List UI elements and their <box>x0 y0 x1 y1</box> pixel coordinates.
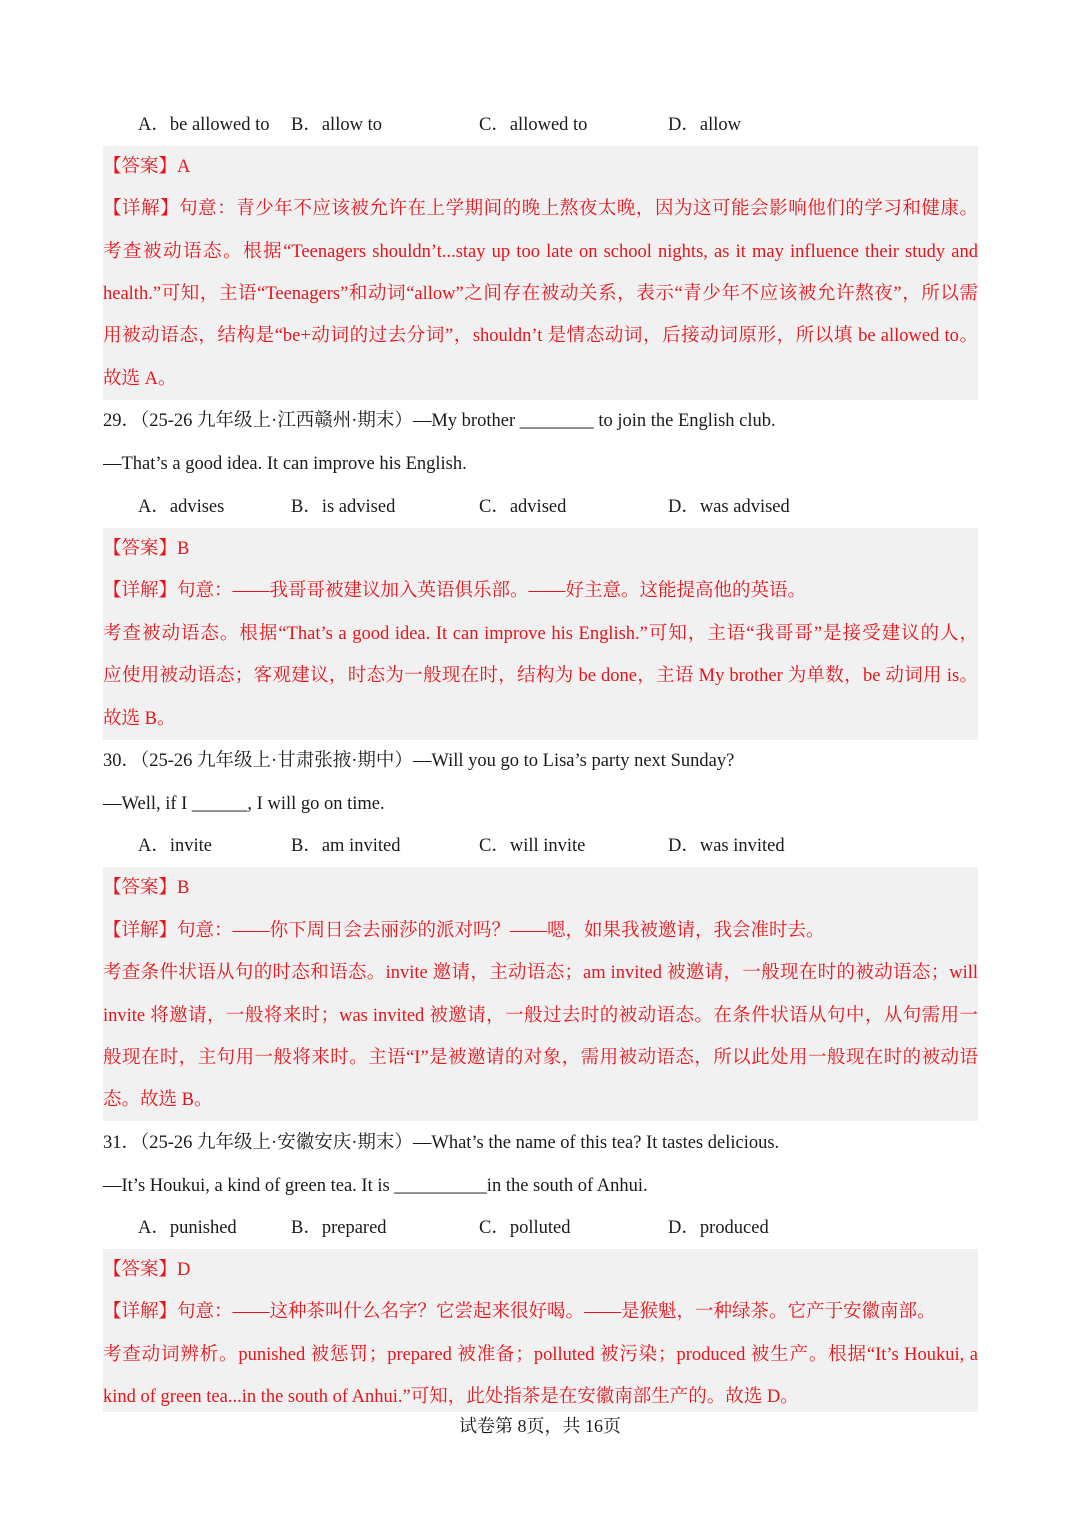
q28-detail-line: 考查被动语态。根据“Teenagers shouldn’t...stay up too late on school nights, as it may influence their study and <box>103 242 978 262</box>
option-d: D．produced <box>668 1218 769 1238</box>
option-d: D．was advised <box>668 497 790 517</box>
page-footer: 试卷第 8页，共 16页 <box>459 1416 621 1436</box>
option-a: A．invite <box>138 836 212 856</box>
q29-stem: 29．（25-26 九年级上·江西赣州·期末）—My brother ________ to join the English club. <box>103 411 776 431</box>
q31-answer: 【答案】D <box>103 1260 191 1280</box>
q29-detail-line: 故选 B。 <box>103 709 176 729</box>
q30-detail-line: 般现在时，主句用一般将来时。主语“I”是被邀请的对象，需用被动语态，所以此处用一般现在时的被动语 <box>103 1048 978 1068</box>
q31-options <box>103 1207 978 1249</box>
q30-reply: —Well, if I ______, I will go on time. <box>103 794 385 814</box>
q30-detail-line: 考查条件状语从句的时态和语态。invite 邀请，主动语态；am invited 被邀请，一般现在时的被动语态；will <box>103 963 978 983</box>
q28-detail-line: 用被动语态，结构是“be+动词的过去分词”，shouldn’t 是情态动词，后接动词原形，所以填 be allowed to。 <box>103 326 978 346</box>
option-b: B．is advised <box>291 497 396 517</box>
option-c: C．polluted <box>479 1218 571 1238</box>
q28-detail-line: health.”可知，主语“Teenagers”和动词“allow”之间存在被动关系，表示“青少年不应该被允许熬夜”，所以需 <box>103 284 978 304</box>
option-b: B．prepared <box>291 1218 387 1238</box>
q29-options <box>103 486 978 528</box>
q31-detail-line: kind of green tea...in the south of Anhui.”可知，此处指茶是在安徽南部生产的。故选 D。 <box>103 1387 799 1407</box>
q31-detail-line: 【详解】句意：——这种茶叫什么名字？它尝起来很好喝。——是猴魁，一种绿茶。它产于安徽南部。 <box>103 1302 936 1322</box>
q30-detail-line: 态。故选 B。 <box>103 1090 213 1110</box>
q30-stem: 30．（25-26 九年级上·甘肃张掖·期中）—Will you go to Lisa’s party next Sunday? <box>103 751 735 771</box>
q31-detail-line: 考查动词辨析。punished 被惩罚；prepared 被准备；polluted 被污染；produced 被生产。根据“It’s Houkui, a <box>103 1345 978 1365</box>
q29-answer: 【答案】B <box>103 539 190 559</box>
q31-stem: 31．（25-26 九年级上·安徽安庆·期末）—What’s the name of this tea? It tastes delicious. <box>103 1133 780 1153</box>
option-a: A．be allowed to <box>138 115 270 135</box>
q29-detail-line: 【详解】句意：——我哥哥被建议加入英语俱乐部。——好主意。这能提高他的英语。 <box>103 581 807 601</box>
q30-detail-line: 【详解】句意：——你下周日会去丽莎的派对吗？——嗯，如果我被邀请，我会准时去。 <box>103 921 825 941</box>
q29-detail-line: 考查被动语态。根据“That’s a good idea. It can improve his English.”可知，主语“我哥哥”是接受建议的人， <box>103 624 978 644</box>
option-d: D．allow <box>668 115 741 135</box>
option-b: B．allow to <box>291 115 382 135</box>
option-c: C．advised <box>479 497 567 517</box>
q28-detail-line: 故选 A。 <box>103 369 177 389</box>
q28-detail-line: 【详解】句意：青少年不应该被允许在上学期间的晚上熬夜太晚，因为这可能会影响他们的学习和健康。 <box>103 199 978 219</box>
q28-answer: 【答案】A <box>103 157 191 177</box>
option-a: A．advises <box>138 497 225 517</box>
q29-detail-line: 应使用被动语态；客观建议，时态为一般现在时，结构为 be done，主语 My brother 为单数，be 动词用 is。 <box>103 666 978 686</box>
option-c: C．will invite <box>479 836 586 856</box>
option-d: D．was invited <box>668 836 785 856</box>
q30-detail-line: invite 将邀请，一般将来时；was invited 被邀请，一般过去时的被动语态。在条件状语从句中，从句需用一 <box>103 1006 978 1026</box>
option-a: A．punished <box>138 1218 237 1238</box>
q30-options <box>103 825 978 867</box>
q30-answer: 【答案】B <box>103 878 190 898</box>
option-b: B．am invited <box>291 836 401 856</box>
q29-reply: —That’s a good idea. It can improve his English. <box>103 454 467 474</box>
q28-options <box>103 104 978 146</box>
option-c: C．allowed to <box>479 115 588 135</box>
q31-reply: —It’s Houkui, a kind of green tea. It is __________in the south of Anhui. <box>103 1176 648 1196</box>
